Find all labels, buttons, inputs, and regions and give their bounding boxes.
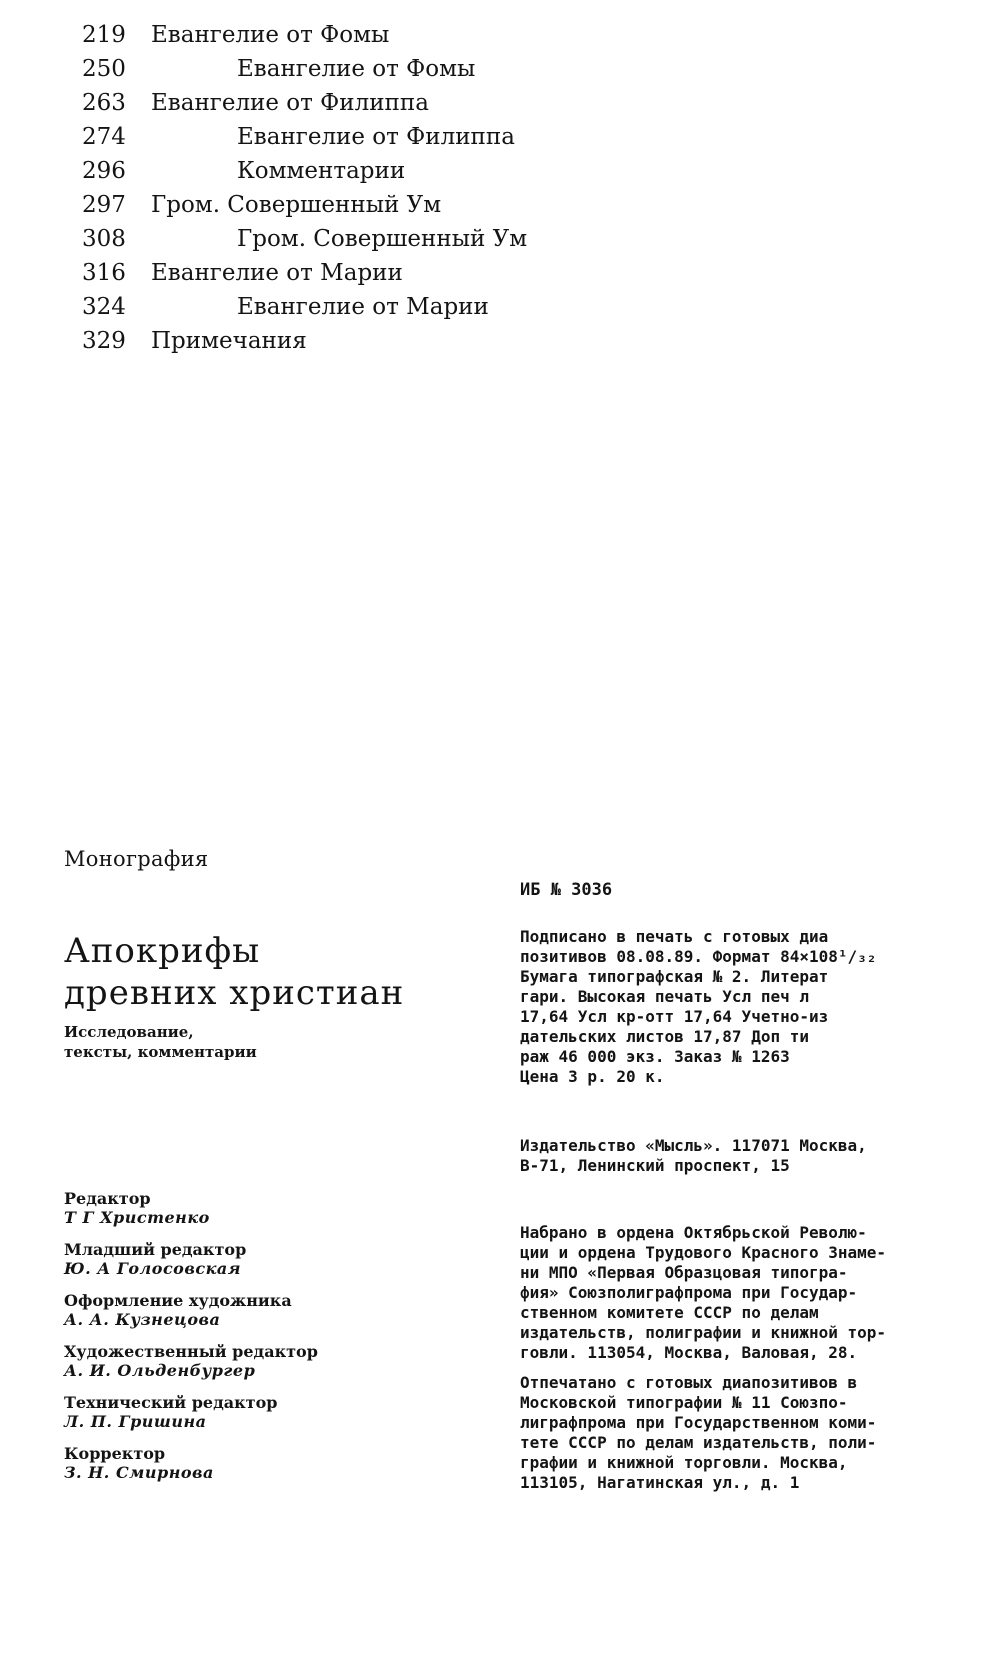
toc-entry-title: Евангелие от Марии	[237, 294, 489, 320]
text-line: ции и ордена Трудового Красного Знаме-	[520, 1243, 887, 1262]
credit-role: Младший редактор	[64, 1240, 247, 1259]
toc-entry-title: Евангелие от Марии	[151, 260, 403, 286]
text-line: гари. Высокая печать Усл печ л	[520, 987, 809, 1006]
toc-row	[82, 222, 602, 256]
toc-page-number: 324	[82, 294, 126, 320]
book-subtitle-line: тексты, комментарии	[64, 1043, 257, 1061]
credit-name: Л. П. Гришина	[64, 1412, 207, 1431]
credit-entry	[64, 1291, 394, 1330]
text-line: говли. 113054, Москва, Валовая, 28.	[520, 1343, 858, 1362]
book-subtitle-line: Исследование,	[64, 1023, 194, 1041]
publisher-block	[520, 1136, 920, 1176]
text-line: графии и книжной торговли. Москва,	[520, 1453, 848, 1472]
credit-name: Ю. А Голосовская	[64, 1259, 242, 1278]
text-line: тете СССР по делам издательств, поли-	[520, 1433, 877, 1452]
credit-name: А. А. Кузнецова	[64, 1310, 221, 1329]
toc-row	[82, 188, 602, 222]
toc-entry-title: Гром. Совершенный Ум	[151, 192, 442, 218]
toc-page-number: 316	[82, 260, 126, 286]
text-line: 113105, Нагатинская ул., д. 1	[520, 1473, 800, 1492]
credit-role: Художественный редактор	[64, 1342, 318, 1361]
text-line: дательских листов 17,87 Доп ти	[520, 1027, 809, 1046]
toc-page-number: 308	[82, 226, 126, 252]
toc-page-number: 250	[82, 56, 126, 82]
typeset-block	[520, 1223, 920, 1363]
credit-entry	[64, 1189, 394, 1228]
book-genre: Монография	[64, 847, 209, 871]
toc-row	[82, 256, 602, 290]
toc-entry-title: Евангелие от Фомы	[237, 56, 476, 82]
toc-row	[82, 120, 602, 154]
credit-role: Редактор	[64, 1189, 151, 1208]
signed-to-print-block	[520, 927, 920, 1087]
toc-row	[82, 52, 602, 86]
book-subtitle	[64, 1022, 257, 1062]
toc-row	[82, 324, 602, 358]
text-line: позитивов 08.08.89. Формат 84×108¹/₃₂	[520, 947, 877, 966]
credits-list	[64, 1189, 394, 1495]
toc-entry-title: Примечания	[151, 328, 307, 354]
toc-page-number: 263	[82, 90, 126, 116]
text-line: Цена 3 р. 20 к.	[520, 1067, 665, 1086]
credit-entry	[64, 1393, 394, 1432]
ib-number: ИБ № 3036	[520, 880, 613, 900]
toc-entry-title: Евангелие от Филиппа	[151, 90, 429, 116]
text-line: В-71, Ленинский проспект, 15	[520, 1156, 790, 1175]
text-line: Бумага типографская № 2. Литерат	[520, 967, 829, 986]
text-line: ни МПО «Первая Образцовая типогра-	[520, 1263, 848, 1282]
table-of-contents	[82, 18, 602, 358]
credit-entry	[64, 1444, 394, 1483]
book-title	[64, 930, 404, 1014]
toc-entry-title: Гром. Совершенный Ум	[237, 226, 528, 252]
credit-name: А. И. Ольденбургер	[64, 1361, 256, 1380]
toc-page-number: 329	[82, 328, 126, 354]
text-line: Московской типографии № 11 Союзпо-	[520, 1393, 848, 1412]
text-line: Набрано в ордена Октябрьской Револю-	[520, 1223, 867, 1242]
printing-house-block	[520, 1373, 920, 1493]
credit-role: Технический редактор	[64, 1393, 278, 1412]
text-line: ственном комитете СССР по делам	[520, 1303, 819, 1322]
credit-entry	[64, 1342, 394, 1381]
credit-role: Корректор	[64, 1444, 166, 1463]
book-title-line: древних христиан	[64, 973, 405, 1013]
credit-entry	[64, 1240, 394, 1279]
book-title-line: Апокрифы	[64, 931, 261, 971]
toc-row	[82, 86, 602, 120]
text-line: лиграфпрома при Государственном коми-	[520, 1413, 877, 1432]
text-line: 17,64 Усл кр-отт 17,64 Учетно-из	[520, 1007, 829, 1026]
toc-row	[82, 154, 602, 188]
text-line: фия» Союзполиграфпрома при Государ-	[520, 1283, 858, 1302]
toc-page-number: 296	[82, 158, 126, 184]
toc-page-number: 219	[82, 22, 126, 48]
toc-entry-title: Евангелие от Фомы	[151, 22, 390, 48]
text-line: Отпечатано с готовых диапозитивов в	[520, 1373, 858, 1392]
text-line: раж 46 000 экз. Заказ № 1263	[520, 1047, 790, 1066]
toc-entry-title: Евангелие от Филиппа	[237, 124, 515, 150]
toc-entry-title: Комментарии	[237, 158, 406, 184]
text-line: издательств, полиграфии и книжной тор-	[520, 1323, 887, 1342]
toc-page-number: 274	[82, 124, 126, 150]
credit-name: З. Н. Смирнова	[64, 1463, 214, 1482]
toc-row	[82, 290, 602, 324]
text-line: Издательство «Мысль». 117071 Москва,	[520, 1136, 867, 1155]
toc-page-number: 297	[82, 192, 126, 218]
credit-name: Т Г Христенко	[64, 1208, 210, 1227]
credit-role: Оформление художника	[64, 1291, 292, 1310]
toc-row	[82, 18, 602, 52]
text-line: Подписано в печать с готовых диа	[520, 927, 829, 946]
